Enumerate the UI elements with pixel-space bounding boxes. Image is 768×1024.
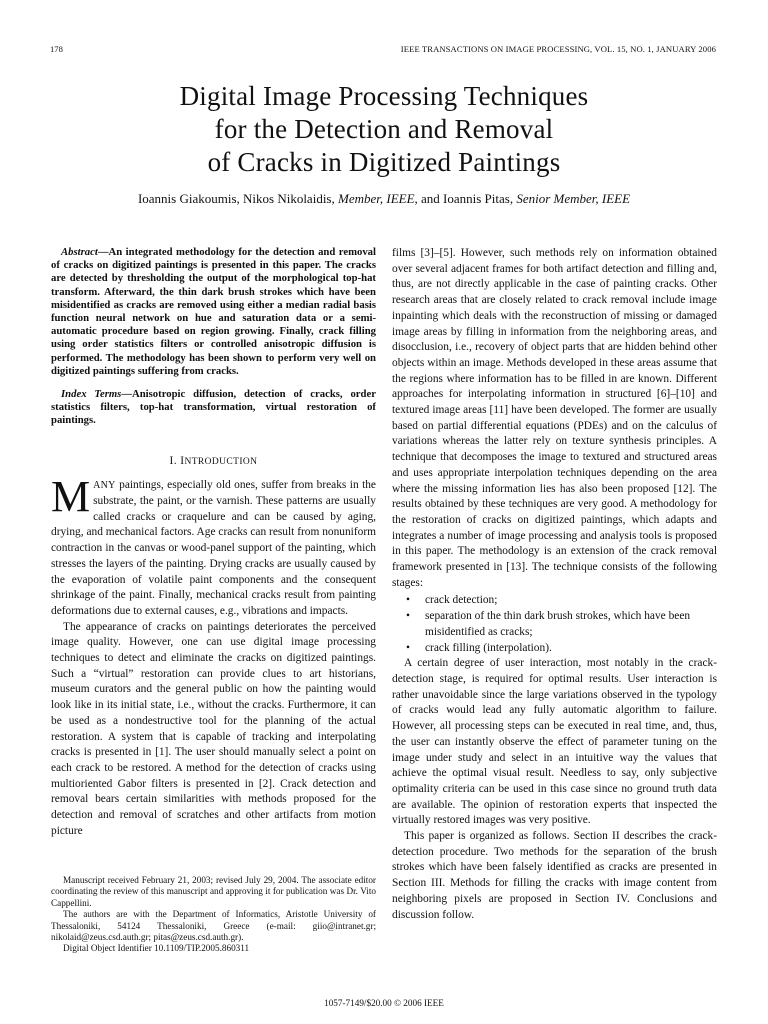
author-names-2: , and Ioannis Pitas,	[414, 191, 517, 206]
footnote	[51, 875, 376, 955]
index-terms	[51, 388, 376, 428]
section-first-letter: I	[180, 454, 185, 467]
list-item: • crack detection;	[392, 593, 717, 609]
paper-title	[0, 80, 768, 179]
copyright-line: 1057-7149/$20.00 © 2006 IEEE	[324, 998, 444, 1008]
footnote-manuscript: Manuscript received February 21, 2003; revised July 29, 2004. The associate editor coordinating the review of this manuscript and approving it for publication was Dr. Vito Cappellini.	[51, 875, 376, 908]
right-paragraph-1: films [3]–[5]. However, such methods rely on information obtained over several adjacent frames for both artifact detection and filling and, thus, are not directly applicable in the case of painting cracks. Other research areas that are closely related to crack removal include image inpainting which deals with the reconstruction of missing or damaged image areas by filling in information from the neighboring areas, and disocclusion, i.e., recovery of object parts that are hidden behind other objects within an image. Methods developed in these areas assume that the regions where information has to be filled in are known. Different approaches for interpolating information in structured [6]–[10] and textured image areas [11] have been developed. The former are usually based on partial differential equations (PDEs) and on the calculus of variations whereas the latter rely on texture synthesis principles. A technique that decomposes the image to textured and structured areas and uses appropriate interpolation techniques depending on the area where the missing information lies has also been proposed [12]. The results obtained by these techniques are very good. A methodology for the restoration of cracks on digitized paintings, which adapts and integrates a number of image processing and analysis tools is proposed in this paper. The methodology is an extension of the crack removal framework presented in [13]. The technique consists of the following stages:	[392, 247, 717, 589]
page-number: 178	[50, 44, 63, 54]
list-item: • crack filling (interpolation).	[392, 641, 717, 657]
right-paragraph-3: This paper is organized as follows. Section II describes the crack-detection procedure. Two methods for the separation of the brush strokes which have been falsely identified as cracks are presented in Section III. Methods for filling the cracks with image content from neighboring pixels are proposed in Section IV. Conclusions and discussion follow.	[392, 830, 717, 921]
right-column	[392, 246, 717, 923]
right-paragraph-2: A certain degree of user interaction, most notably in the crack-detection stage, is required for optimal results. User interaction is rather unavoidable since the large variations observed in the typology of cracks would lead any fully automatic algorithm to failure. However, all processing steps can be executed in real time, and, thus, the user can instantly observe the effect of parameter tuning on the image under study and select in an intuitive way the values that achieve the optimal visual result. Needless to say, only subjective optimality criteria can be used in this case since no ground truth data are available. The opinion of restoration experts that inspected the virtually restored images was very positive.	[392, 657, 717, 827]
section-numeral: I.	[169, 454, 181, 467]
first-word-rest: ANY	[93, 480, 116, 492]
title-line: Digital Image Processing Techniques	[179, 81, 589, 111]
drop-cap: M	[51, 472, 91, 522]
section-title-rest: NTRODUCTION	[184, 456, 258, 467]
stages-list	[392, 593, 717, 656]
section-heading-introduction	[51, 454, 376, 471]
abstract-label: Abstract	[61, 246, 98, 258]
list-item: • separation of the thin dark brush strokes, which have been misidentified as cracks;	[392, 609, 717, 640]
running-header	[50, 44, 716, 56]
author-role-1: Member, IEEE	[337, 191, 415, 206]
index-terms-label: Index Terms	[61, 388, 122, 401]
author-role-2: Senior Member, IEEE	[516, 191, 631, 206]
intro-paragraph-2: The appearance of cracks on paintings deteriorates the perceived image quality. However, one can use digital image processing techniques to detect and eliminate the cracks on digitized paintings. Such a “virtual” restoration can provide clues to art historians, museum curators and the general public on how the painting would look like in its initial state, i.e., without the cracks. Furthermore, it can be used as a nondestructive tool for the planning of the actual restoration. A system that is capable of tracking and interpolating cracks is presented in [1]. The user should manually select a point on each crack to be restored. A method for the detection of cracks using multioriented Gabor filters is presented in [2]. Crack detection and removal bears certain similarities with methods proposed for the detection and removal of scratches and other artifacts from motion picture	[51, 620, 376, 837]
author-names-1: Ioannis Giakoumis, Nikos Nikolaidis,	[137, 191, 338, 206]
author-list	[0, 191, 768, 207]
title-line: for the Detection and Removal	[214, 114, 554, 144]
intro-text-1: paintings, especially old ones, suffer from breaks in the substrate, the paint, or the varnish. These patterns are usually called cracks or craquelure and can be caused by aging, drying, and mechanical factors. Age cracks can result from nonuniform contraction in the canvas or wood-panel support of the painting, which stresses the layers of the painting. Drying cracks are usually caused by the evaporation of volatile paint components and the consequent shrinkage of the paint. Finally, mechanical cracks result from painting deformations due to external causes, e.g., vibrations and impacts.	[51, 479, 376, 617]
index-terms-text: —Anisotropic diffusion, detection of cracks, order statistics filters, top-hat transformation, virtual restoration of paintings.	[51, 388, 376, 427]
abstract	[51, 246, 376, 378]
left-column	[51, 246, 376, 840]
abstract-text: —An integrated methodology for the detection and removal of cracks on digitized paintings is presented in this paper. The cracks are detected by thresholding the output of the morphological top-hat transform. Afterward, the thin dark brush strokes which have been misidentified as cracks are removed using either a median radial basis function neural network on hue and saturation data or a semi-automatic procedure based on region growing. Finally, crack filling using order statistics filters or controlled anisotropic diffusion is performed. The methodology has been shown to perform very well on digitized paintings suffering from cracks.	[51, 246, 376, 377]
intro-paragraph-1	[51, 472, 376, 619]
footnote-authors: The authors are with the Department of Informatics, Aristotle University of Thessaloniki, 54124 Thessaloniki, Greece (e-mail: giio@intranet.gr; nikolaid@zeus.csd.auth.gr; pitas@zeus.csd.auth.gr).	[51, 909, 376, 943]
footnote-doi: Digital Object Identifier 10.1109/TIP.2005.860311	[63, 943, 250, 954]
title-line: of Cracks in Digitized Paintings	[207, 147, 561, 177]
journal-citation: IEEE TRANSACTIONS ON IMAGE PROCESSING, VOL. 15, NO. 1, JANUARY 2006	[400, 44, 716, 54]
